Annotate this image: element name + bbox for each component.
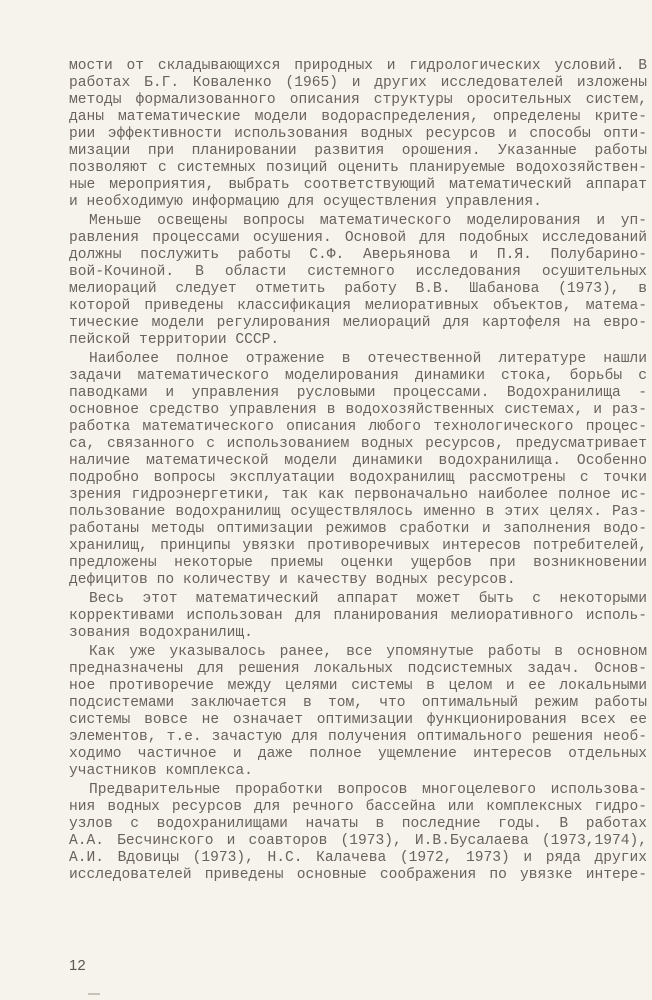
text-line: основное средство управления в водохозяйственных системах, и раз- — [69, 402, 647, 418]
text-line: пейской территории СССР. — [69, 332, 280, 348]
text-line: тические модели регулирования мелиораций для картофеля на евро- — [69, 315, 647, 331]
paragraph — [69, 351, 647, 589]
text-line: подсистемами заключается в том, что оптимальный режим работы — [69, 695, 647, 711]
text-line: наличие математической модели динамики водохранилища. Особенно — [69, 453, 647, 469]
text-line: методы формализованного описания структуры оросительных систем, — [69, 92, 647, 108]
text-line: и необходимую информацию для осуществления управления. — [69, 194, 542, 210]
text-line: работах Б.Г. Коваленко (1965) и других исследователей изложены — [69, 75, 647, 91]
text-line: ходимо частичное и даже полное ущемление интересов отдельных — [69, 746, 647, 762]
text-line: равления процессами осушения. Основой для подобных исследований — [69, 230, 647, 246]
text-line: системы вовсе не означает оптимизации функционирования всех ее — [69, 712, 647, 728]
text-line: ния водных ресурсов для речного бассейна или комплексных гидро- — [69, 799, 647, 815]
text-line: подробно вопросы эксплуатации водохранилищ рассмотрены с точки — [69, 470, 647, 486]
text-line: элементов, т.е. зачастую для получения оптимального решения необ- — [69, 729, 647, 745]
text-line: вой-Кочиной. В области системного исследования осушительных — [69, 264, 647, 280]
page-body — [69, 58, 647, 886]
text-line: Меньше освещены вопросы математического моделирования и уп- — [89, 213, 647, 229]
text-line: Наиболее полное отражение в отечественной литературе нашли — [89, 351, 647, 367]
text-line: должны послужить работы С.Ф. Аверьянова и П.Я. Полубарино- — [69, 247, 647, 263]
paragraph — [69, 782, 647, 884]
paragraph — [69, 591, 647, 642]
text-line: Как уже указывалось ранее, все упомянутые работы в основном — [89, 644, 647, 660]
text-line: коррективами использован для планирования мелиоративного исполь- — [69, 608, 647, 624]
text-line: пользование водохранилищ осуществлялось именно в этих целях. Раз- — [69, 504, 647, 520]
text-line: А.И. Вдовицы (1973), Н.С. Калачева (1972, 1973) и ряда других — [69, 850, 647, 866]
text-line: дефицитов по количеству и качеству водных ресурсов. — [69, 572, 516, 588]
text-line: мизации при планировании развития орошения. Указанные работы — [69, 143, 647, 159]
paragraph — [69, 58, 647, 211]
text-line: мости от складывающихся природных и гидрологических условий. В — [69, 58, 647, 74]
text-line: работаны методы оптимизации режимов сработки и заполнения водо- — [69, 521, 647, 537]
page-number: 12 — [69, 957, 86, 974]
paragraph — [69, 213, 647, 349]
text-line: задачи математического моделирования динамики стока, борьбы с — [69, 368, 647, 384]
text-line: узлов с водохранилищами начаты в последние годы. В работах — [69, 816, 647, 832]
text-line: зования водохранилищ. — [69, 625, 253, 641]
text-line: рии эффективности использования водных ресурсов и способы опти- — [69, 126, 647, 142]
text-line: Предварительные проработки вопросов многоцелевого использова- — [89, 782, 647, 798]
text-line: ное противоречие между целями системы в целом и ее локальными — [69, 678, 647, 694]
text-line: предложены некоторые приемы оценки ущербов при возникновении — [69, 555, 647, 571]
text-line: Весь этот математический аппарат может быть с некоторыми — [89, 591, 647, 607]
text-line: которой приведены классификация мелиоративных объектов, матема- — [69, 298, 647, 314]
text-line: зрения гидроэнергетики, так как первоначально наиболее полное ис- — [69, 487, 647, 503]
text-line: са, связанного с использованием водных ресурсов, предусматривает — [69, 436, 647, 452]
scan-smudge — [88, 993, 100, 995]
text-line: хранилищ, принципы увязки противоречивых интересов потребителей, — [69, 538, 647, 554]
text-line: даны математические модели водораспределения, определены крите- — [69, 109, 647, 125]
text-line: А.А. Бесчинского и соавторов (1973), И.В.Бусалаева (1973,1974), — [69, 833, 647, 849]
text-line: исследователей приведены основные соображения по увязке интере- — [69, 867, 647, 883]
text-line: паводками и управления русловыми процессами. Водохранилища - — [69, 385, 647, 401]
text-line: работка математического описания любого технологического процес- — [69, 419, 647, 435]
text-line: предназначены для решения локальных подсистемных задач. Основ- — [69, 661, 647, 677]
text-line: участников комплекса. — [69, 763, 253, 779]
text-line: ные мероприятия, выбрать соответствующий математический аппарат — [69, 177, 647, 193]
paragraph — [69, 644, 647, 780]
text-line: позволяют с системных позиций оценить планируемые водохозяйствен- — [69, 160, 647, 176]
text-line: мелиораций следует отметить работу В.В. Шабанова (1973), в — [69, 281, 647, 297]
